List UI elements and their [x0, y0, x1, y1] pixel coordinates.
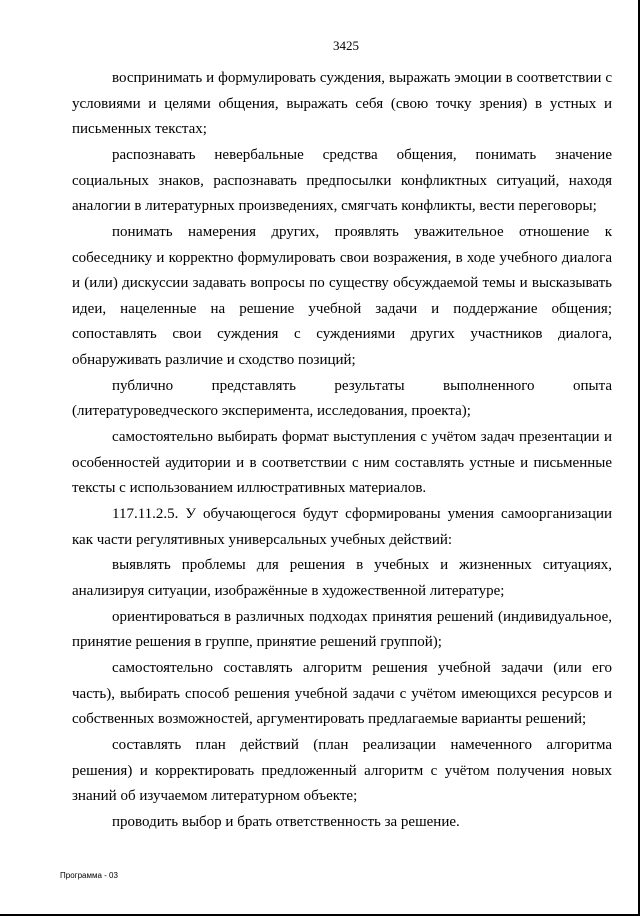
- paragraph-11: проводить выбор и брать ответственность за решение.: [112, 814, 460, 831]
- footer-note: Программа - 03: [60, 871, 118, 880]
- paragraph-9: самостоятельно составлять алгоритм решения учебной задачи (или его часть), выбирать способ решения учебной задачи с учётом имеющихся ресурсов и собственных возможностей, аргументировать предлагаемые варианты решений;: [72, 660, 612, 728]
- paragraph-6: 117.11.2.5. У обучающегося будут сформированы умения самоорганизации как части регулятивных универсальных учебных действий:: [72, 506, 612, 548]
- paragraph-4: публично представлять результаты выполненного опыта (литературоведческого эксперимента, исследования, проекта);: [72, 377, 612, 420]
- paragraph-8: ориентироваться в различных подходах принятия решений (индивидуальное, принятие решения в группе, принятие решений группой);: [72, 608, 612, 651]
- paragraph-1: воспринимать и формулировать суждения, выражать эмоции в соответствии с условиями и целями общения, выражать себя (свою точку зрения) в устных и письменных текстах;: [72, 70, 612, 138]
- paragraph-7: выявлять проблемы для решения в учебных и жизненных ситуациях, анализируя ситуации, изображённые в художественной литературе;: [72, 557, 612, 599]
- paragraph-2: распознавать невербальные средства общения, понимать значение социальных знаков, распознавать предпосылки конфликтных ситуаций, находя аналогии в литературных произведениях, смягчать конфликты, вести переговоры;: [72, 146, 612, 215]
- paragraph-10: составлять план действий (план реализации намеченного алгоритма решения) и корректировать предложенный алгоритм с учётом получения новых знаний об изучаемом литературном объекте;: [72, 737, 612, 805]
- page-number: 3425: [333, 38, 359, 53]
- body-text: [72, 66, 612, 836]
- paragraph-3: понимать намерения других, проявлять уважительное отношение к собеседнику и корректно формулировать свои возражения, в ходе учебного диалога и (или) дискуссии задавать вопросы по существу обсуждаемой темы и высказывать идеи, нацеленные на решение учебной задачи и поддержание общения; сопоставлять свои суждения с суждениями других участников диалога, обнаруживать различие и сходство позиций;: [72, 223, 612, 368]
- paragraph-5: самостоятельно выбирать формат выступления с учётом задач презентации и особенностей аудитории и в соответствии с ним составлять устные и письменные тексты с использованием иллюстративных материалов.: [72, 429, 612, 497]
